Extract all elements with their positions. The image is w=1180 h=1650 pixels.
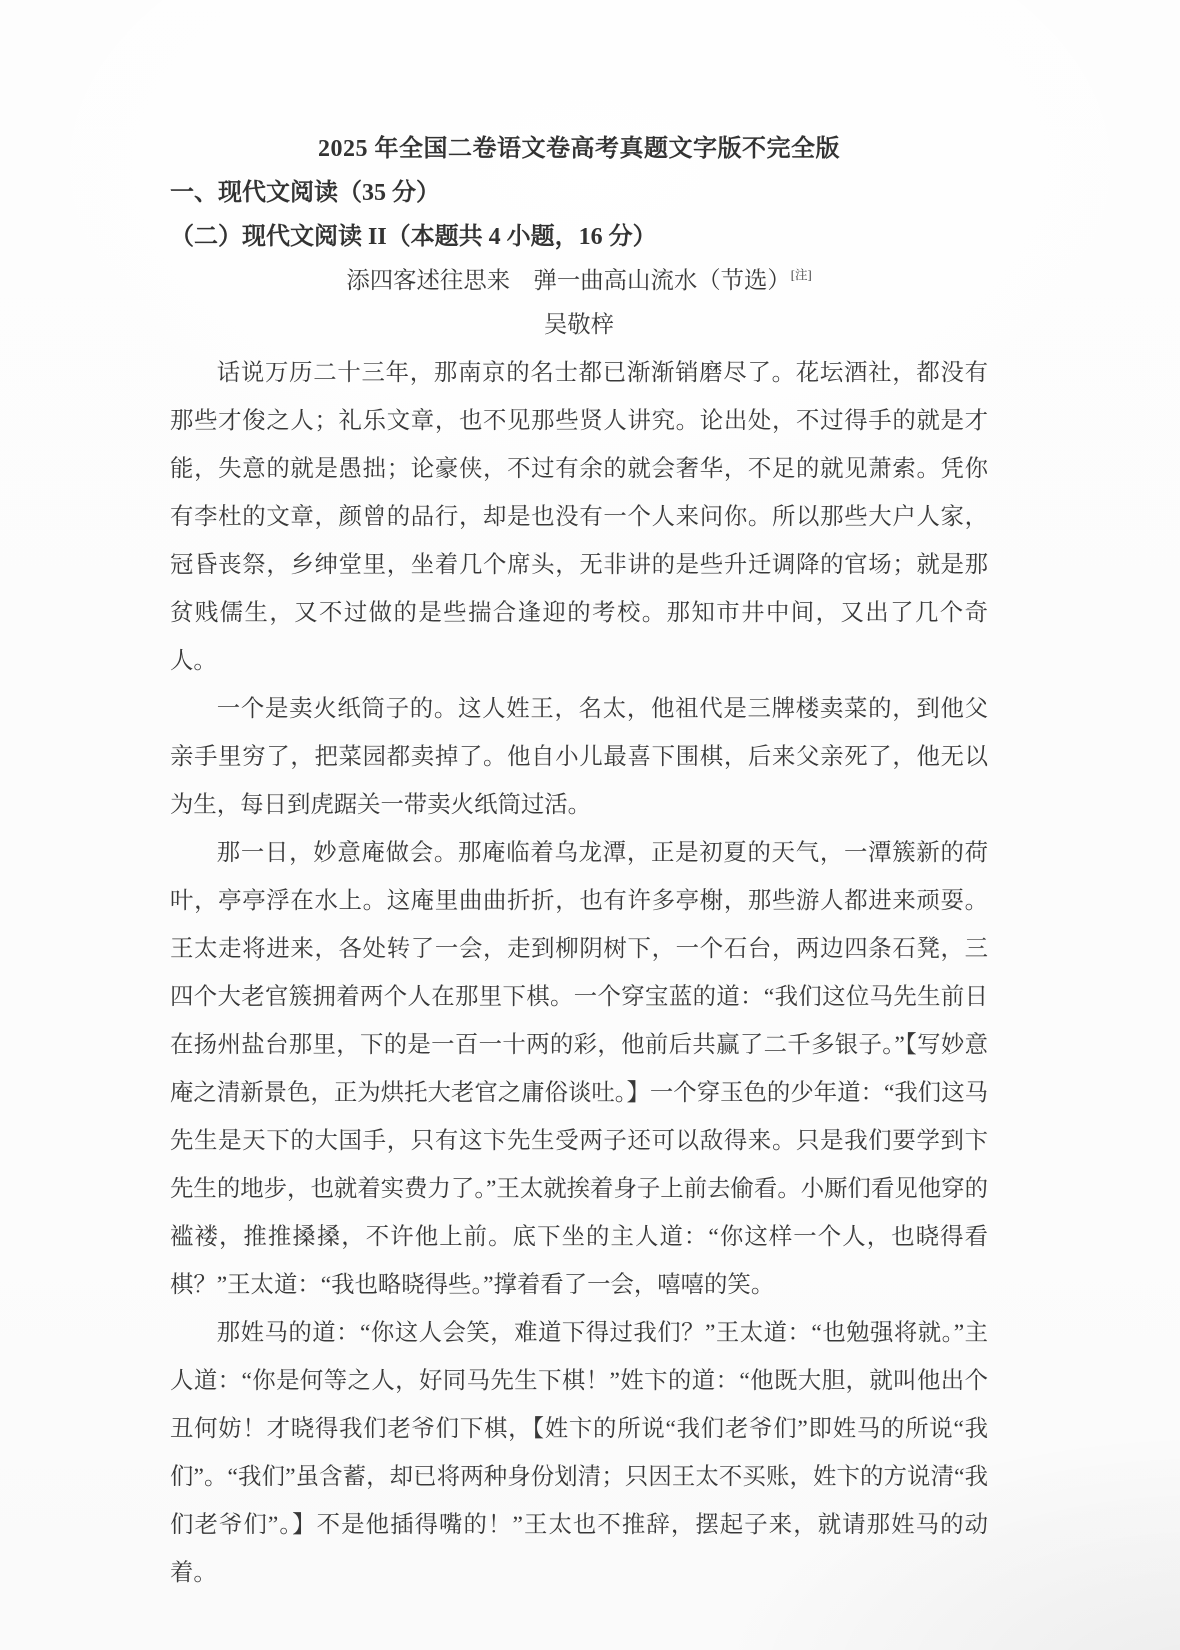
section-heading: 一、现代文阅读（35 分）: [170, 180, 440, 206]
passage-paragraph-4: 那姓马的道：“你这人会笑，难道下得过我们？”王太道：“也勉强将就。”主人道：“你是何等之人，好同马先生下棋！”姓卞的道：“他既大胆，就叫他出个丑何妨！才晓得我们老爷们下棋，【姓卞的所说“我们老爷们”即姓马的所说“我们”。“我们”虽含蓄，却已将两种身份划清；只因王太不买账，姓卞的方说清“我们老爷们”。】不是他插得嘴的！”王太也不推辞，摆起子来，就请那姓马的动着。: [170, 1320, 988, 1586]
passage-paragraph-2: 一个是卖火纸筒子的。这人姓王，名太，他祖代是三牌楼卖菜的，到他父亲手里穷了，把菜园都卖掉了。他自小儿最喜下围棋，后来父亲死了，他无以为生，每日到虎踞关一带卖火纸筒过活。: [170, 696, 988, 818]
note-reference: [注]: [790, 268, 812, 283]
passage-paragraph-1: 话说万历二十三年，那南京的名士都已渐渐销磨尽了。花坛酒社，都没有那些才俊之人；礼乐文章，也不见那些贤人讲究。论出处，不过得手的就是才能，失意的就是愚拙；论豪侠，不过有余的就会奢华，不足的就见萧索。凭你有李杜的文章，颜曾的品行，却是也没有一个人来问你。所以那些大户人家，冠昏丧祭，乡绅堂里，坐着几个席头，无非讲的是些升迁调降的官场；就是那贫贱儒生，又不过做的是些揣合逢迎的考校。那知市井中间，又出了几个奇人。: [170, 360, 988, 674]
passage-title: [170, 259, 988, 303]
passage-paragraph-3: 那一日，妙意庵做会。那庵临着乌龙潭，正是初夏的天气，一潭簇新的荷叶，亭亭浮在水上。这庵里曲曲折折，也有许多亭榭，那些游人都进来顽耍。王太走将进来，各处转了一会，走到柳阴树下，一个石台，两边四条石凳，三四个大老官簇拥着两个人在那里下棋。一个穿宝蓝的道：“我们这位马先生前日在扬州盐台那里，下的是一百一十两的彩，他前后共赢了二千多银子。”【写妙意庵之清新景色，正为烘托大老官之庸俗谈吐。】一个穿玉色的少年道：“我们这马先生是天下的大国手，只有这卞先生受两子还可以敌得来。只是我们要学到卞先生的地步，也就着实费力了。”王太就挨着身子上前去偷看。小厮们看见他穿的褴褛，推推搡搡，不许他上前。底下坐的主人道：“你这样一个人，也晓得看棋？”王太道：“我也略晓得些。”撑着看了一会，嘻嘻的笑。: [170, 840, 988, 1298]
subsection-heading: （二）现代文阅读 II（本题共 4 小题，16 分）: [170, 224, 657, 250]
passage-author: 吴敬梓: [543, 312, 615, 338]
page-title: 2025 年全国二卷语文卷高考真题文字版不完全版: [318, 136, 840, 162]
passage-title-text: 添四客述往思来 弹一曲高山流水（节选）: [346, 268, 791, 294]
passage-body: [170, 349, 988, 1597]
